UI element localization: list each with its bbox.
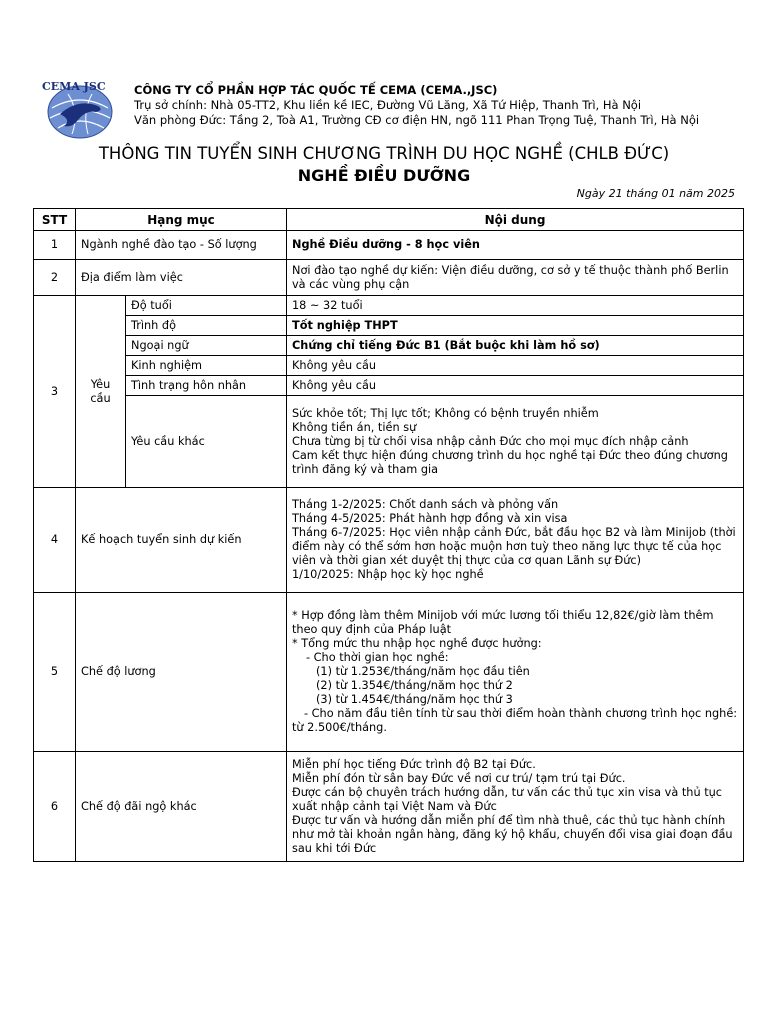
logo-text: CEMA JSC: [42, 80, 106, 93]
row-content: [287, 488, 744, 593]
row-stt: 4: [34, 488, 76, 593]
table-row: [34, 336, 744, 356]
row-item: Kế hoạch tuyển sinh dự kiến: [76, 488, 287, 593]
table-row: [34, 376, 744, 396]
sub-item: Kinh nghiệm: [126, 356, 287, 376]
header-content: Nội dung: [287, 209, 744, 231]
salary-line: (2) từ 1.354€/tháng/năm học thứ 2: [316, 679, 513, 692]
sub-content: Không yêu cầu: [287, 376, 744, 396]
sub-item: Trình độ: [126, 316, 287, 336]
row-content: [287, 752, 744, 862]
row-item: Địa điểm làm việc: [76, 260, 287, 296]
document-date: Ngày 21 tháng 01 năm 2025: [576, 187, 735, 200]
requirements-group-label: Yêu cầu: [76, 296, 126, 488]
company-logo: [38, 72, 128, 140]
plan-line: Tháng 4-5/2025: Phát hành hợp đồng và xin visa: [292, 512, 568, 525]
info-table: [33, 208, 744, 862]
row-item: Chế độ lương: [76, 593, 287, 752]
document-subtitle: NGHỀ ĐIỀU DƯỠNG: [297, 166, 471, 185]
requirement-line: Sức khỏe tốt; Thị lực tốt; Không có bệnh truyền nhiễm: [292, 406, 599, 420]
row-stt: 5: [34, 593, 76, 752]
table-row: [34, 260, 744, 296]
row-stt: 1: [34, 231, 76, 260]
salary-line: * Hợp đồng làm thêm Minijob với mức lương tối thiểu 12,82€/giờ làm thêm theo quy định của Pháp luật: [292, 609, 714, 636]
germany-office-address: Văn phòng Đức: Tầng 2, Toà A1, Trường CĐ cơ điện HN, ngõ 111 Phan Trọng Tuệ, Thanh Trì, Hà Nội: [134, 113, 700, 127]
document-title: THÔNG TIN TUYỂN SINH CHƯƠNG TRÌNH DU HỌC NGHỀ (CHLB ĐỨC): [98, 144, 670, 163]
company-name: CÔNG TY CỔ PHẦN HỢP TÁC QUỐC TẾ CEMA (CEMA.,JSC): [134, 83, 498, 97]
table-row: [34, 231, 744, 260]
requirement-line: Chưa từng bị từ chối visa nhập cảnh Đức cho mọi mục đích nhập cảnh: [292, 434, 689, 448]
sub-content: Tốt nghiệp THPT: [287, 316, 744, 336]
table-row: [34, 316, 744, 336]
row-item: Chế độ đãi ngộ khác: [76, 752, 287, 862]
sub-content: Không yêu cầu: [287, 356, 744, 376]
table-row: [34, 752, 744, 862]
sub-content: 18 ~ 32 tuổi: [287, 296, 744, 316]
row-item: Ngành nghề đào tạo - Số lượng: [76, 231, 287, 260]
sub-content: Chứng chỉ tiếng Đức B1 (Bắt buộc khi làm hồ sơ): [287, 336, 744, 356]
header-stt: STT: [34, 209, 76, 231]
row-stt: 3: [34, 296, 76, 488]
salary-line: (1) từ 1.253€/tháng/năm học đầu tiên: [316, 665, 530, 678]
row-content: Nghề Điều dưỡng - 8 học viên: [287, 231, 744, 260]
plan-line: Tháng 6-7/2025: Học viên nhập cảnh Đức, bắt đầu học B2 và làm Minijob (thời điểm này có thể sớm hơn hoặc muộn hơn tuỳ theo năng lực thực tế của học viên và thời gian xét duyệt thị thực của cơ quan Lãnh sự Đức): [292, 526, 736, 567]
sub-item: Độ tuổi: [126, 296, 287, 316]
sub-item: Yêu cầu khác: [126, 396, 287, 488]
table-row: [34, 296, 744, 316]
row-stt: 2: [34, 260, 76, 296]
plan-line: Tháng 1-2/2025: Chốt danh sách và phỏng vấn: [292, 498, 559, 511]
benefit-line: Miễn phí học tiếng Đức trình độ B2 tại Đức.: [292, 757, 536, 771]
header-item: Hạng mục: [76, 209, 287, 231]
head-office-address: Trụ sở chính: Nhà 05-TT2, Khu liền kề IEC, Đường Vũ Lăng, Xã Tứ Hiệp, Thanh Trì, Hà Nội: [134, 98, 642, 112]
benefit-line: Được cán bộ chuyên trách hướng dẫn, tư vấn các thủ tục xin visa và thủ tục xuất nhập cảnh tại Việt Nam và Đức: [292, 785, 722, 813]
company-info: [134, 83, 699, 128]
table-row: [34, 488, 744, 593]
salary-line: (3) từ 1.454€/tháng/năm học thứ 3: [316, 693, 513, 706]
sub-item: Ngoại ngữ: [126, 336, 287, 356]
row-stt: 6: [34, 752, 76, 862]
sub-content: [287, 396, 744, 488]
table-row: [34, 356, 744, 376]
table-header-row: [34, 209, 744, 231]
row-content: [287, 593, 744, 752]
plan-line: 1/10/2025: Nhập học kỳ học nghề: [292, 568, 484, 581]
requirement-line: Không tiền án, tiền sự: [292, 420, 417, 434]
requirement-line: Cam kết thực hiện đúng chương trình du học nghề tại Đức theo đúng chương trình đăng ký và tham gia: [292, 448, 728, 476]
salary-line: * Tổng mức thu nhập học nghề được hưởng:: [292, 637, 542, 650]
benefit-line: Được tư vấn và hướng dẫn miễn phí để tìm nhà thuê, các thủ tục hành chính như mở tài khoản ngân hàng, đăng ký hộ khẩu, chuyển đổi visa giai đoạn đầu sau khi tới Đức: [292, 813, 733, 855]
row-content: Nơi đào tạo nghề dự kiến: Viện điều dưỡng, cơ sở y tế thuộc thành phố Berlin và các vùng phụ cận: [287, 260, 744, 296]
table-row: [34, 593, 744, 752]
sub-item: Tình trạng hôn nhân: [126, 376, 287, 396]
benefit-line: Miễn phí đón từ sân bay Đức về nơi cư trú/ tạm trú tại Đức.: [292, 771, 626, 785]
salary-line: - Cho năm đầu tiên tính từ sau thời điểm hoàn thành chương trình học nghề: từ 2.500€/tháng.: [292, 707, 738, 734]
salary-line: - Cho thời gian học nghề:: [306, 651, 449, 664]
table-row: [34, 396, 744, 488]
